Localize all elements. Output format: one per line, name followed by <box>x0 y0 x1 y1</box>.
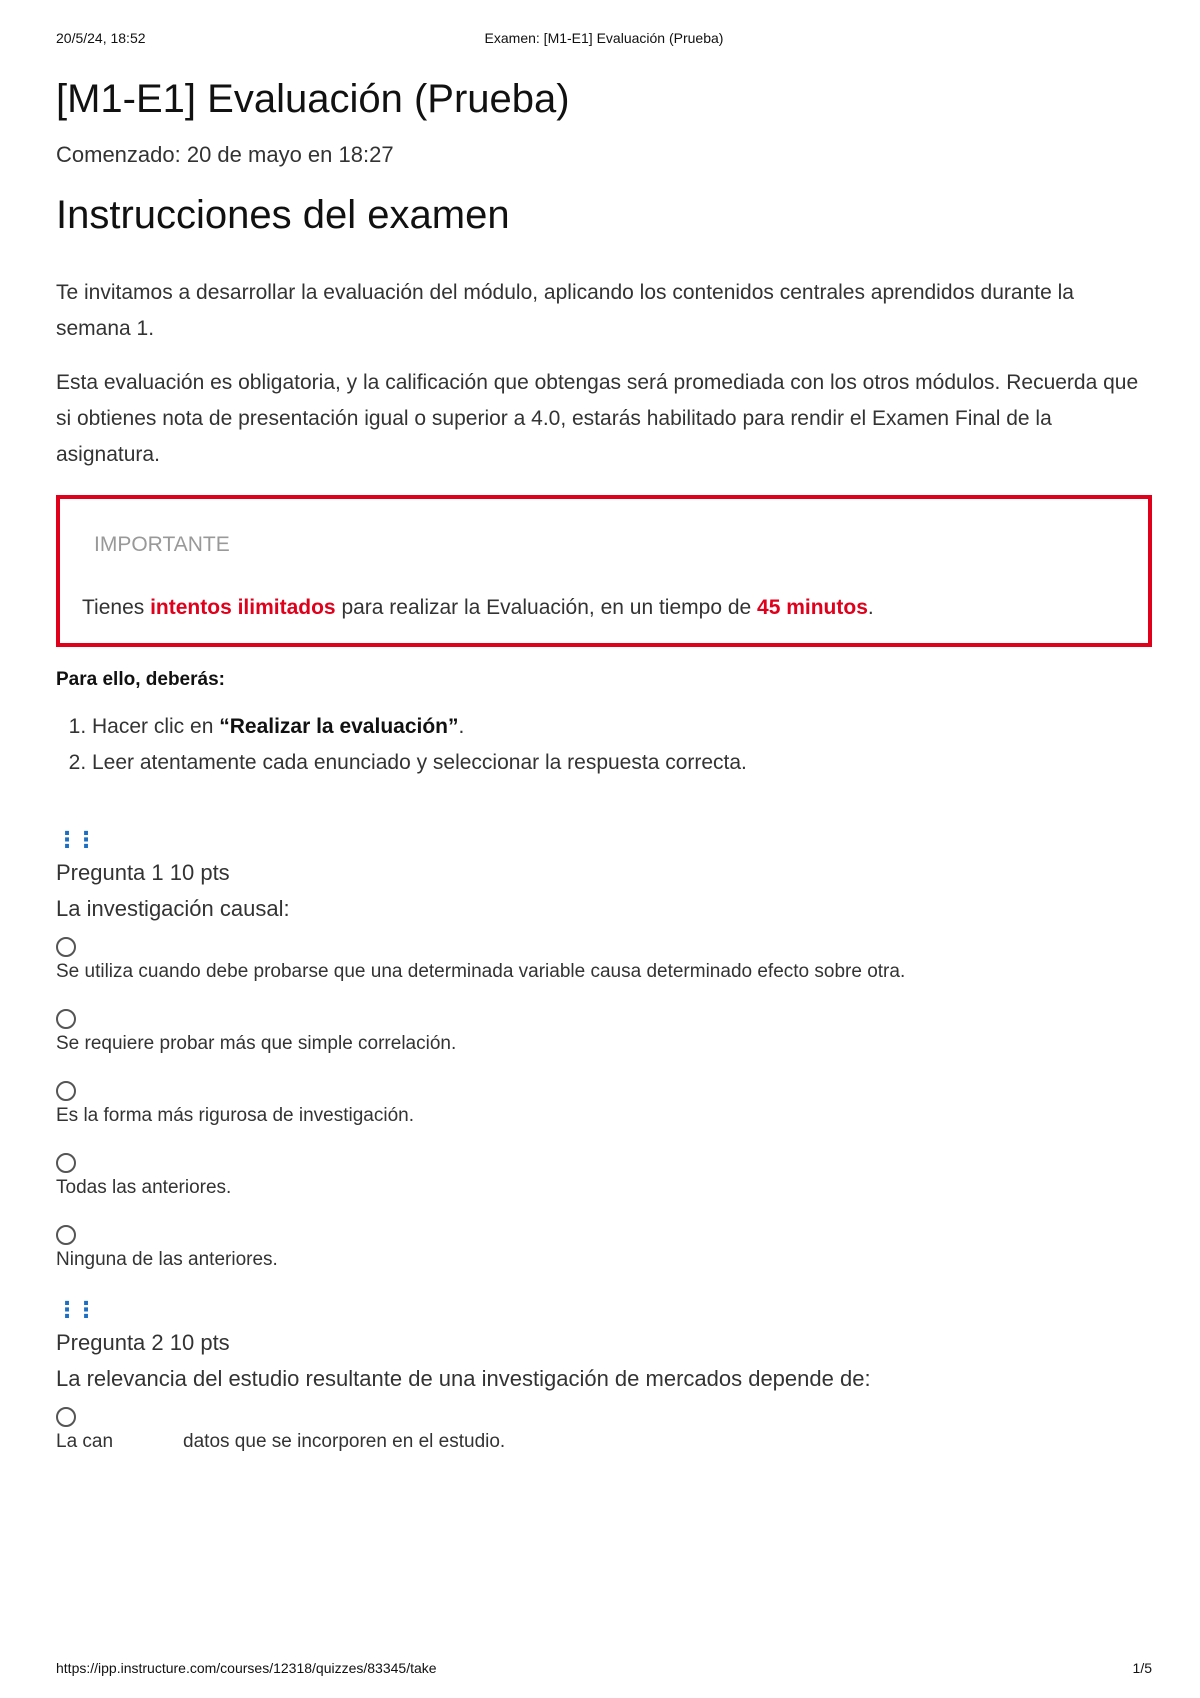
instructions-para-1: Te invitamos a desarrollar la evaluación del módulo, aplicando los contenidos centrales aprendidos durante la semana 1. <box>56 281 1074 340</box>
drag-handle-icon[interactable]: ⋮⋮ <box>56 827 94 852</box>
important-pre: Tienes <box>82 596 151 619</box>
print-page-number: 1/5 <box>1132 1660 1152 1676</box>
step-1-pre: Hacer clic en <box>92 715 220 738</box>
print-url[interactable]: https://ipp.instructure.com/courses/12318/quizzes/83345/take <box>56 1660 437 1676</box>
important-time: 45 minutos <box>757 596 868 619</box>
answer-option[interactable] <box>56 1153 1152 1203</box>
important-post: . <box>867 596 874 619</box>
question-2 <box>56 1295 1152 1457</box>
answer-option[interactable] <box>56 937 1152 987</box>
question-header: Pregunta 1 10 pts <box>56 860 230 885</box>
important-mid: para realizar la Evaluación, en un tiempo de <box>335 596 758 619</box>
step-1-bold: “Realizar la evaluación” <box>219 715 459 738</box>
answer-label: Se requiere probar más que simple correlación. <box>56 1033 457 1054</box>
answer-label: Es la forma más rigurosa de investigación. <box>56 1105 414 1126</box>
important-title: IMPORTANTE <box>94 533 230 556</box>
print-datetime: 20/5/24, 18:52 <box>56 30 146 46</box>
instructions-heading: Instrucciones del examen <box>56 193 510 237</box>
steps-intro: Para ello, deberás: <box>56 669 225 690</box>
answer-option[interactable] <box>56 1407 1152 1457</box>
answer-label-end: datos que se incorporen en el estudio. <box>183 1431 506 1452</box>
important-text <box>82 596 874 620</box>
question-1 <box>56 825 1152 1275</box>
drag-handle-icon[interactable]: ⋮⋮ <box>56 1297 94 1322</box>
steps-list <box>56 709 1152 781</box>
important-unlimited: intentos ilimitados <box>150 596 336 619</box>
question-text: La investigación causal: <box>56 896 290 921</box>
instructions-para-2: Esta evaluación es obligatoria, y la calificación que obtengas será promediada con los otros módulos. Recuerda que si obtienes nota de presentación igual o superior a 4.0, estarás habilitado para rendir el Examen Final de la asignatura. <box>56 371 1139 466</box>
radio-button[interactable] <box>56 1225 76 1245</box>
step-1 <box>92 709 1152 745</box>
answer-label <box>56 1427 1152 1457</box>
quiz-title: [M1-E1] Evaluación (Prueba) <box>56 77 570 121</box>
quiz-content <box>56 75 1152 1457</box>
answer-label: Ninguna de las anteriores. <box>56 1249 278 1270</box>
radio-button[interactable] <box>56 1081 76 1101</box>
answer-label-start: La can <box>56 1431 114 1452</box>
answer-label: Todas las anteriores. <box>56 1177 232 1198</box>
step-1-post: . <box>458 715 465 738</box>
answer-option[interactable] <box>56 1009 1152 1059</box>
print-header <box>56 30 1152 46</box>
radio-button[interactable] <box>56 1009 76 1029</box>
answer-option[interactable] <box>56 1081 1152 1131</box>
radio-button[interactable] <box>56 1407 76 1427</box>
answer-label: Se utiliza cuando debe probarse que una determinada variable causa determinado efecto sobre otra. <box>56 961 906 982</box>
important-box <box>56 495 1152 647</box>
print-footer <box>56 1660 1152 1676</box>
question-text: La relevancia del estudio resultante de una investigación de mercados depende de: <box>56 1366 871 1391</box>
answer-option[interactable] <box>56 1225 1152 1275</box>
obscured-region <box>113 1432 183 1452</box>
radio-button[interactable] <box>56 937 76 957</box>
quiz-started: Comenzado: 20 de mayo en 18:27 <box>56 142 394 167</box>
radio-button[interactable] <box>56 1153 76 1173</box>
print-doc-title: Examen: [M1-E1] Evaluación (Prueba) <box>484 30 724 46</box>
step-2: 2. Leer atentamente cada enunciado y seleccionar la respuesta correcta. <box>92 745 1152 781</box>
question-header: Pregunta 2 10 pts <box>56 1330 230 1355</box>
